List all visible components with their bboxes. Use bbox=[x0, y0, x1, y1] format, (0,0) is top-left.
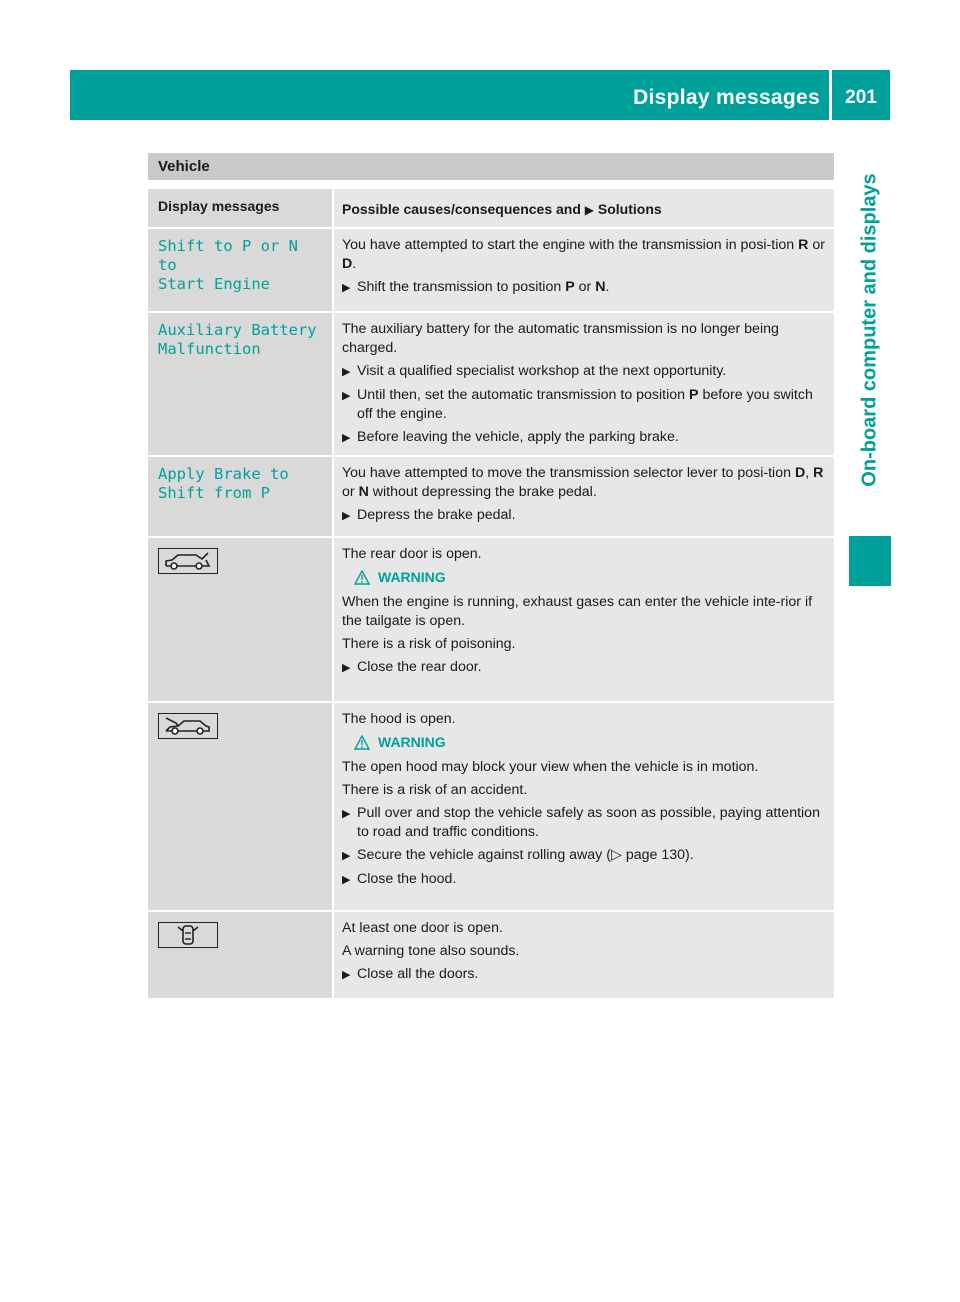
cause-text-part: or bbox=[342, 484, 355, 500]
page-reference-link[interactable]: page 130). bbox=[625, 847, 694, 863]
arrow-icon: ▶ bbox=[342, 874, 351, 886]
solution-text bbox=[357, 278, 609, 298]
solution-text-part: Secure the vehicle against rolling away ( bbox=[357, 847, 611, 863]
solution-text bbox=[357, 386, 826, 424]
cause-text bbox=[342, 464, 826, 502]
solution-text-part: Shift the transmission to position bbox=[357, 279, 562, 295]
solution-step bbox=[342, 870, 826, 890]
arrow-icon: ▶ bbox=[342, 662, 351, 674]
cause-text: A warning tone also sounds. bbox=[342, 943, 520, 959]
warning-heading bbox=[354, 733, 826, 752]
solution-text: Close the rear door. bbox=[357, 659, 482, 675]
table-row bbox=[148, 457, 834, 538]
solution-text: Pull over and stop the vehicle safely as soon as possible, paying attention to road and traffic conditions. bbox=[357, 805, 820, 840]
table-row bbox=[148, 703, 834, 912]
arrow-icon: ▶ bbox=[342, 808, 351, 820]
table-row bbox=[148, 912, 834, 1000]
solution-step bbox=[342, 386, 826, 424]
display-message-cell bbox=[148, 313, 334, 455]
gear-label: D bbox=[794, 465, 806, 481]
arrow-icon: ▶ bbox=[342, 850, 351, 862]
warning-text: The open hood may block your view when the vehicle is in motion. bbox=[342, 759, 759, 775]
cause-text-part: You have attempted to move the transmission selector lever to posi-tion bbox=[342, 465, 791, 481]
cause-text: The rear door is open. bbox=[342, 546, 482, 562]
solution-text-part: Until then, set the automatic transmission to position bbox=[357, 387, 686, 403]
warning-triangle-icon bbox=[354, 570, 370, 585]
column-header-causes bbox=[334, 189, 834, 227]
side-tab-label: On-board computer and displays bbox=[858, 173, 881, 487]
causes-cell bbox=[334, 313, 834, 455]
solution-step bbox=[342, 804, 826, 842]
arrow-icon: ▶ bbox=[342, 510, 351, 522]
causes-cell bbox=[334, 703, 834, 910]
side-tab bbox=[849, 130, 891, 530]
warning-text: When the engine is running, exhaust gases can enter the vehicle inte-rior if the tailgate is open. bbox=[342, 594, 813, 629]
warning-label: WARNING bbox=[378, 569, 446, 585]
solution-text: Visit a qualified specialist workshop at the next opportunity. bbox=[357, 363, 727, 379]
warning-risk: There is a risk of an accident. bbox=[342, 782, 528, 798]
cause-text: The hood is open. bbox=[342, 711, 456, 727]
column-header-display-messages: Display messages bbox=[148, 189, 334, 227]
cause-text-part: without depressing the brake pedal. bbox=[372, 484, 597, 500]
cause-text: At least one door is open. bbox=[342, 920, 503, 936]
arrow-icon: ▶ bbox=[342, 390, 351, 402]
display-message-code: Apply Brake to Shift from P bbox=[158, 465, 289, 502]
table-row bbox=[148, 538, 834, 703]
solution-step bbox=[342, 658, 826, 678]
gear-label: R bbox=[813, 465, 824, 481]
column-header-causes-text: Possible causes/consequences and bbox=[342, 201, 581, 217]
solution-step bbox=[342, 428, 826, 448]
solution-text: Close the hood. bbox=[357, 871, 457, 887]
display-message-code: Shift to P or N to Start Engine bbox=[158, 237, 298, 293]
display-message-cell bbox=[148, 912, 334, 998]
section-title: Vehicle bbox=[148, 153, 834, 180]
side-tab-marker bbox=[849, 536, 891, 586]
rear-door-open-icon bbox=[158, 548, 218, 574]
cause-text-part: You have attempted to start the engine with the transmission in posi-tion bbox=[342, 237, 795, 253]
solution-text-part: before you switch off the engine. bbox=[357, 387, 813, 422]
arrow-icon: ▶ bbox=[584, 203, 595, 217]
arrow-icon: ▶ bbox=[342, 366, 351, 378]
solution-step bbox=[342, 846, 826, 866]
causes-cell bbox=[334, 457, 834, 536]
table-row bbox=[148, 229, 834, 313]
causes-cell bbox=[334, 912, 834, 998]
display-message-cell bbox=[148, 457, 334, 536]
page-number: 201 bbox=[845, 87, 877, 108]
gear-label: P bbox=[565, 279, 575, 295]
warning-label: WARNING bbox=[378, 734, 446, 750]
warning-triangle-icon bbox=[354, 735, 370, 750]
arrow-icon: ▶ bbox=[342, 282, 351, 294]
gear-label: N bbox=[595, 279, 606, 295]
cause-text-part: or bbox=[812, 237, 825, 253]
header-bar bbox=[70, 70, 890, 120]
display-message-code: Auxiliary Battery Malfunction bbox=[158, 321, 317, 358]
solution-step bbox=[342, 278, 826, 298]
display-message-cell bbox=[148, 538, 334, 701]
solution-step bbox=[342, 362, 826, 382]
causes-cell bbox=[334, 229, 834, 311]
arrow-icon: ▶ bbox=[342, 969, 351, 981]
vehicle-messages-table bbox=[148, 153, 834, 1000]
solution-text-part: . bbox=[605, 279, 610, 295]
warning-risk: There is a risk of poisoning. bbox=[342, 636, 516, 652]
door-open-icon bbox=[158, 922, 218, 948]
page-reference-icon: ▷ bbox=[610, 847, 622, 863]
cause-text bbox=[342, 236, 826, 274]
cause-text-part: . bbox=[352, 256, 357, 272]
solution-step bbox=[342, 965, 826, 985]
solution-step bbox=[342, 506, 826, 526]
solution-text bbox=[357, 846, 694, 866]
hood-open-icon bbox=[158, 713, 218, 739]
warning-heading bbox=[354, 568, 826, 587]
solution-text: Depress the brake pedal. bbox=[357, 507, 516, 523]
gear-label: P bbox=[689, 387, 699, 403]
display-message-cell bbox=[148, 703, 334, 910]
display-message-cell bbox=[148, 229, 334, 311]
page-title: Display messages bbox=[633, 86, 820, 109]
gear-label: N bbox=[358, 484, 369, 500]
table-row bbox=[148, 313, 834, 457]
column-header-solutions-text: Solutions bbox=[597, 201, 662, 217]
causes-cell bbox=[334, 538, 834, 701]
cause-text-part: , bbox=[805, 465, 810, 481]
gear-label: D bbox=[342, 256, 353, 272]
cause-text: The auxiliary battery for the automatic transmission is no longer being charged. bbox=[342, 321, 779, 356]
solution-text-part: or bbox=[578, 279, 592, 295]
table-header-row bbox=[148, 189, 834, 229]
solution-text: Before leaving the vehicle, apply the parking brake. bbox=[357, 429, 679, 445]
gear-label: R bbox=[798, 237, 809, 253]
solution-text: Close all the doors. bbox=[357, 966, 479, 982]
arrow-icon: ▶ bbox=[342, 432, 351, 444]
